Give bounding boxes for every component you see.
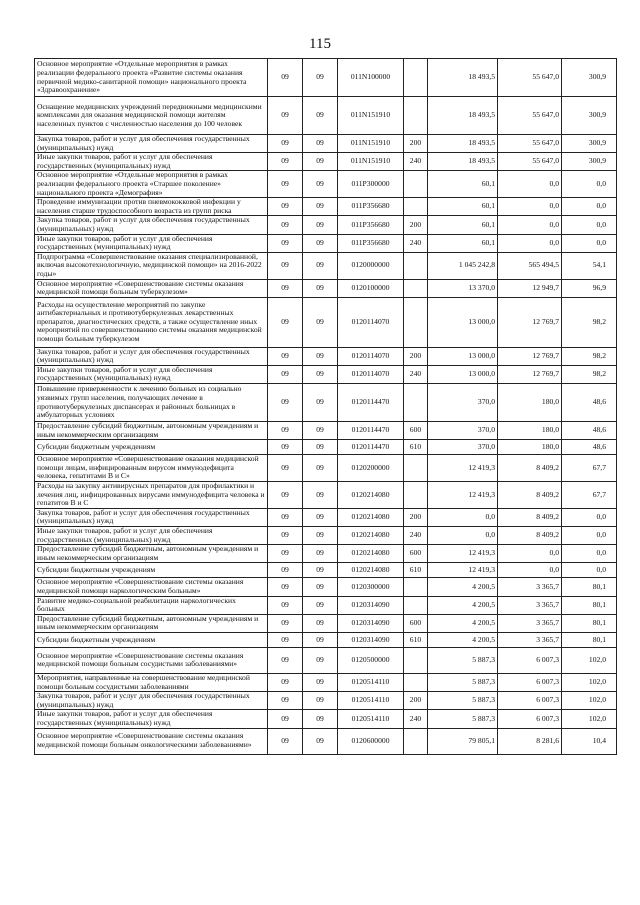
subsection-code-cell: 09	[303, 440, 338, 455]
subsection-code-cell: 09	[303, 545, 338, 563]
actual-amount-cell: 0,0	[498, 171, 562, 198]
table-row	[35, 59, 617, 97]
actual-amount-cell: 8 409,2	[498, 508, 562, 526]
section-code-cell: 09	[268, 171, 303, 198]
planned-amount-cell: 370,0	[428, 384, 498, 422]
section-code-cell: 09	[268, 563, 303, 578]
target-article-cell: 011P356680	[338, 198, 404, 216]
expense-type-cell	[404, 455, 428, 482]
table-row	[35, 347, 617, 365]
planned-amount-cell: 13 000,0	[428, 365, 498, 383]
item-name-cell: Повышение приверженности к лечению больных из социально уязвимых групп населения, получающих лечение в противотуберкулезных диспансерах и районных больницах в амбулаторных условиях	[35, 384, 268, 422]
target-article-cell: 0120600000	[338, 728, 404, 754]
table-row	[35, 234, 617, 252]
planned-amount-cell: 13 000,0	[428, 297, 498, 347]
subsection-code-cell: 09	[303, 384, 338, 422]
actual-amount-cell: 180,0	[498, 422, 562, 440]
table-row	[35, 97, 617, 135]
target-article-cell: 011N151910	[338, 135, 404, 153]
subsection-code-cell: 09	[303, 234, 338, 252]
actual-amount-cell: 0,0	[498, 234, 562, 252]
expense-type-cell	[404, 59, 428, 97]
subsection-code-cell: 09	[303, 728, 338, 754]
target-article-cell: 011N151910	[338, 97, 404, 135]
item-name-cell: Закупка товаров, работ и услуг для обеспечения государственных (муниципальных) нужд	[35, 135, 268, 153]
expense-type-cell	[404, 596, 428, 614]
planned-amount-cell: 5 887,3	[428, 710, 498, 728]
section-code-cell: 09	[268, 279, 303, 297]
planned-amount-cell: 370,0	[428, 440, 498, 455]
target-article-cell: 011N151910	[338, 153, 404, 171]
subsection-code-cell: 09	[303, 563, 338, 578]
expense-type-cell: 200	[404, 347, 428, 365]
expense-type-cell	[404, 297, 428, 347]
planned-amount-cell: 18 493,5	[428, 59, 498, 97]
section-code-cell: 09	[268, 365, 303, 383]
planned-amount-cell: 12 419,3	[428, 545, 498, 563]
target-article-cell: 0120214080	[338, 508, 404, 526]
target-article-cell: 0120214080	[338, 527, 404, 545]
actual-amount-cell: 8 409,2	[498, 455, 562, 482]
section-code-cell: 09	[268, 647, 303, 673]
target-article-cell: 0120514110	[338, 710, 404, 728]
execution-percent-cell: 98,2	[562, 365, 617, 383]
execution-percent-cell: 67,7	[562, 482, 617, 509]
planned-amount-cell: 4 200,5	[428, 632, 498, 647]
section-code-cell: 09	[268, 710, 303, 728]
planned-amount-cell: 60,1	[428, 198, 498, 216]
table-row	[35, 545, 617, 563]
expense-type-cell	[404, 252, 428, 279]
table-row	[35, 440, 617, 455]
section-code-cell: 09	[268, 297, 303, 347]
actual-amount-cell: 0,0	[498, 545, 562, 563]
section-code-cell: 09	[268, 97, 303, 135]
subsection-code-cell: 09	[303, 198, 338, 216]
subsection-code-cell: 09	[303, 614, 338, 632]
item-name-cell: Подпрограмма «Совершенствование оказания специализированной, включая высокотехнологичную, медицинской помощи» на 2016-2022 годы»	[35, 252, 268, 279]
actual-amount-cell: 0,0	[498, 198, 562, 216]
execution-percent-cell: 48,6	[562, 440, 617, 455]
table-row	[35, 710, 617, 728]
subsection-code-cell: 09	[303, 347, 338, 365]
table-row	[35, 171, 617, 198]
execution-percent-cell: 300,9	[562, 97, 617, 135]
planned-amount-cell: 18 493,5	[428, 135, 498, 153]
execution-percent-cell: 80,1	[562, 596, 617, 614]
target-article-cell: 0120100000	[338, 279, 404, 297]
execution-percent-cell: 0,0	[562, 198, 617, 216]
section-code-cell: 09	[268, 482, 303, 509]
target-article-cell: 0120214080	[338, 563, 404, 578]
planned-amount-cell: 4 200,5	[428, 614, 498, 632]
section-code-cell: 09	[268, 216, 303, 234]
target-article-cell: 0120114470	[338, 384, 404, 422]
item-name-cell: Основное мероприятие «Совершенствование системы оказания медицинской помощи больным сосудистыми заболеваниями»	[35, 647, 268, 673]
expense-type-cell: 200	[404, 692, 428, 710]
item-name-cell: Предоставление субсидий бюджетным, автономным учреждениям и иным некоммерческим организациям	[35, 545, 268, 563]
item-name-cell: Основное мероприятие «Совершенствование системы оказания медицинской помощи наркологическим больным»	[35, 578, 268, 596]
execution-percent-cell: 10,4	[562, 728, 617, 754]
execution-percent-cell: 0,0	[562, 234, 617, 252]
section-code-cell: 09	[268, 578, 303, 596]
expense-type-cell	[404, 198, 428, 216]
subsection-code-cell: 09	[303, 297, 338, 347]
target-article-cell: 0120000000	[338, 252, 404, 279]
actual-amount-cell: 55 647,0	[498, 97, 562, 135]
planned-amount-cell: 79 805,1	[428, 728, 498, 754]
expense-type-cell	[404, 97, 428, 135]
expense-type-cell: 240	[404, 710, 428, 728]
planned-amount-cell: 13 000,0	[428, 347, 498, 365]
actual-amount-cell: 12 769,7	[498, 297, 562, 347]
item-name-cell: Расходы на осуществление мероприятий по закупке антибактериальных и противотуберкулезных лекарственных препаратов, диагностических средств, а также осуществление иных мероприятий по совершенствованию системы оказания медицинской помощи больным туберкулезом	[35, 297, 268, 347]
table-row	[35, 482, 617, 509]
execution-percent-cell: 102,0	[562, 673, 617, 691]
section-code-cell: 09	[268, 153, 303, 171]
subsection-code-cell: 09	[303, 279, 338, 297]
subsection-code-cell: 09	[303, 596, 338, 614]
expense-type-cell: 610	[404, 440, 428, 455]
planned-amount-cell: 5 887,3	[428, 673, 498, 691]
table-row	[35, 647, 617, 673]
actual-amount-cell: 8 409,2	[498, 527, 562, 545]
item-name-cell: Основное мероприятие «Отдельные мероприятия в рамках реализации федерального проекта «Развитие системы оказания первичной медико-санитарной помощи» национального проекта «Здравоохранение»	[35, 59, 268, 97]
target-article-cell: 0120114070	[338, 297, 404, 347]
target-article-cell: 0120114070	[338, 347, 404, 365]
actual-amount-cell: 12 769,7	[498, 347, 562, 365]
table-row	[35, 279, 617, 297]
subsection-code-cell: 09	[303, 647, 338, 673]
table-row	[35, 135, 617, 153]
table-row	[35, 384, 617, 422]
table-row	[35, 596, 617, 614]
actual-amount-cell: 0,0	[498, 563, 562, 578]
item-name-cell: Расходы на закупку антивирусных препаратов для профилактики и лечения лиц, инфицированных вирусами иммунодефицита человека и гепатитов B и C	[35, 482, 268, 509]
planned-amount-cell: 0,0	[428, 527, 498, 545]
expense-type-cell: 200	[404, 508, 428, 526]
execution-percent-cell: 67,7	[562, 455, 617, 482]
target-article-cell: 0120214080	[338, 482, 404, 509]
target-article-cell: 0120314090	[338, 596, 404, 614]
section-code-cell: 09	[268, 198, 303, 216]
actual-amount-cell: 8 409,2	[498, 482, 562, 509]
execution-percent-cell: 0,0	[562, 508, 617, 526]
target-article-cell: 0120114470	[338, 440, 404, 455]
actual-amount-cell: 6 007,3	[498, 647, 562, 673]
expense-type-cell: 610	[404, 563, 428, 578]
target-article-cell: 0120314090	[338, 632, 404, 647]
item-name-cell: Закупка товаров, работ и услуг для обеспечения государственных (муниципальных) нужд	[35, 347, 268, 365]
actual-amount-cell: 3 365,7	[498, 578, 562, 596]
execution-percent-cell: 98,2	[562, 297, 617, 347]
target-article-cell: 011P356680	[338, 216, 404, 234]
target-article-cell: 011P356680	[338, 234, 404, 252]
section-code-cell: 09	[268, 632, 303, 647]
execution-percent-cell: 300,9	[562, 59, 617, 97]
item-name-cell: Закупка товаров, работ и услуг для обеспечения государственных (муниципальных) нужд	[35, 692, 268, 710]
execution-percent-cell: 80,1	[562, 614, 617, 632]
table-row	[35, 365, 617, 383]
execution-percent-cell: 96,9	[562, 279, 617, 297]
subsection-code-cell: 09	[303, 673, 338, 691]
item-name-cell: Иные закупки товаров, работ и услуг для обеспечения государственных (муниципальных) нужд	[35, 365, 268, 383]
actual-amount-cell: 180,0	[498, 440, 562, 455]
subsection-code-cell: 09	[303, 97, 338, 135]
section-code-cell: 09	[268, 692, 303, 710]
execution-percent-cell: 0,0	[562, 527, 617, 545]
subsection-code-cell: 09	[303, 135, 338, 153]
target-article-cell: 0120214080	[338, 545, 404, 563]
expense-type-cell: 240	[404, 365, 428, 383]
section-code-cell: 09	[268, 596, 303, 614]
table-row	[35, 563, 617, 578]
target-article-cell: 0120514110	[338, 673, 404, 691]
actual-amount-cell: 55 647,0	[498, 59, 562, 97]
subsection-code-cell: 09	[303, 59, 338, 97]
expense-type-cell	[404, 171, 428, 198]
actual-amount-cell: 180,0	[498, 384, 562, 422]
section-code-cell: 09	[268, 614, 303, 632]
subsection-code-cell: 09	[303, 252, 338, 279]
execution-percent-cell: 300,9	[562, 153, 617, 171]
section-code-cell: 09	[268, 508, 303, 526]
section-code-cell: 09	[268, 384, 303, 422]
table-row	[35, 632, 617, 647]
expense-type-cell	[404, 384, 428, 422]
actual-amount-cell: 3 365,7	[498, 632, 562, 647]
planned-amount-cell: 0,0	[428, 508, 498, 526]
subsection-code-cell: 09	[303, 508, 338, 526]
target-article-cell: 0120500000	[338, 647, 404, 673]
subsection-code-cell: 09	[303, 482, 338, 509]
table-row	[35, 527, 617, 545]
section-code-cell: 09	[268, 527, 303, 545]
planned-amount-cell: 13 370,0	[428, 279, 498, 297]
expense-type-cell: 240	[404, 153, 428, 171]
subsection-code-cell: 09	[303, 153, 338, 171]
table-row	[35, 216, 617, 234]
item-name-cell: Оснащение медицинских учреждений передвижными медицинскими комплексами для оказания медицинской помощи жителям населенных пунктов с численностью населения до 100 человек	[35, 97, 268, 135]
expense-type-cell	[404, 482, 428, 509]
actual-amount-cell: 565 494,5	[498, 252, 562, 279]
planned-amount-cell: 12 419,3	[428, 563, 498, 578]
expense-type-cell: 600	[404, 422, 428, 440]
execution-percent-cell: 102,0	[562, 647, 617, 673]
target-article-cell: 0120200000	[338, 455, 404, 482]
target-article-cell: 0120300000	[338, 578, 404, 596]
execution-percent-cell: 80,1	[562, 632, 617, 647]
expense-type-cell	[404, 578, 428, 596]
item-name-cell: Основное мероприятие «Отдельные мероприятия в рамках реализации федерального проекта «Старшее поколение» национального проекта «Демография»	[35, 171, 268, 198]
item-name-cell: Субсидии бюджетным учреждениям	[35, 563, 268, 578]
planned-amount-cell: 5 887,3	[428, 647, 498, 673]
subsection-code-cell: 09	[303, 578, 338, 596]
execution-percent-cell: 80,1	[562, 578, 617, 596]
planned-amount-cell: 60,1	[428, 216, 498, 234]
table-row	[35, 198, 617, 216]
execution-percent-cell: 0,0	[562, 545, 617, 563]
planned-amount-cell: 12 419,3	[428, 482, 498, 509]
planned-amount-cell: 18 493,5	[428, 153, 498, 171]
item-name-cell: Предоставление субсидий бюджетным, автономным учреждениям и иным некоммерческим организациям	[35, 422, 268, 440]
planned-amount-cell: 18 493,5	[428, 97, 498, 135]
table-row	[35, 673, 617, 691]
actual-amount-cell: 12 769,7	[498, 365, 562, 383]
item-name-cell: Иные закупки товаров, работ и услуг для обеспечения государственных (муниципальных) нужд	[35, 234, 268, 252]
section-code-cell: 09	[268, 135, 303, 153]
planned-amount-cell: 60,1	[428, 234, 498, 252]
subsection-code-cell: 09	[303, 527, 338, 545]
item-name-cell: Развитие медико-социальной реабилитации наркологических больных	[35, 596, 268, 614]
table-body	[35, 59, 617, 755]
execution-percent-cell: 98,2	[562, 347, 617, 365]
actual-amount-cell: 8 281,6	[498, 728, 562, 754]
subsection-code-cell: 09	[303, 692, 338, 710]
table-row	[35, 692, 617, 710]
section-code-cell: 09	[268, 422, 303, 440]
actual-amount-cell: 6 007,3	[498, 692, 562, 710]
subsection-code-cell: 09	[303, 216, 338, 234]
budget-table	[34, 58, 617, 755]
item-name-cell: Проведение иммунизации против пневмококковой инфекции у населения старше трудоспособного возраста из групп риска	[35, 198, 268, 216]
planned-amount-cell: 5 887,3	[428, 692, 498, 710]
planned-amount-cell: 12 419,3	[428, 455, 498, 482]
section-code-cell: 09	[268, 252, 303, 279]
execution-percent-cell: 48,6	[562, 384, 617, 422]
execution-percent-cell: 48,6	[562, 422, 617, 440]
execution-percent-cell: 0,0	[562, 563, 617, 578]
planned-amount-cell: 370,0	[428, 422, 498, 440]
subsection-code-cell: 09	[303, 710, 338, 728]
section-code-cell: 09	[268, 234, 303, 252]
item-name-cell: Закупка товаров, работ и услуг для обеспечения государственных (муниципальных) нужд	[35, 508, 268, 526]
item-name-cell: Субсидии бюджетным учреждениям	[35, 440, 268, 455]
actual-amount-cell: 3 365,7	[498, 596, 562, 614]
table-row	[35, 153, 617, 171]
target-article-cell: 011N100000	[338, 59, 404, 97]
execution-percent-cell: 300,9	[562, 135, 617, 153]
item-name-cell: Основное мероприятие «Совершенствование оказания медицинской помощи лицам, инфицированным вирусом иммунодефицита человека, гепатитами B и C»	[35, 455, 268, 482]
expense-type-cell	[404, 647, 428, 673]
actual-amount-cell: 6 007,3	[498, 673, 562, 691]
expense-type-cell: 600	[404, 614, 428, 632]
actual-amount-cell: 6 007,3	[498, 710, 562, 728]
table-row	[35, 422, 617, 440]
planned-amount-cell: 60,1	[428, 171, 498, 198]
expense-type-cell: 610	[404, 632, 428, 647]
section-code-cell: 09	[268, 440, 303, 455]
table-row	[35, 252, 617, 279]
section-code-cell: 09	[268, 673, 303, 691]
execution-percent-cell: 102,0	[562, 692, 617, 710]
subsection-code-cell: 09	[303, 171, 338, 198]
item-name-cell: Иные закупки товаров, работ и услуг для обеспечения государственных (муниципальных) нужд	[35, 710, 268, 728]
section-code-cell: 09	[268, 59, 303, 97]
item-name-cell: Предоставление субсидий бюджетным, автономным учреждениям и иным некоммерческим организациям	[35, 614, 268, 632]
expense-type-cell: 240	[404, 234, 428, 252]
section-code-cell: 09	[268, 455, 303, 482]
item-name-cell: Основное мероприятие «Совершенствование системы оказания медицинской помощи больным онкологическими заболеваниями»	[35, 728, 268, 754]
item-name-cell: Основное мероприятие «Совершенствование системы оказания медицинской помощи больным туберкулезом»	[35, 279, 268, 297]
section-code-cell: 09	[268, 728, 303, 754]
expense-type-cell: 200	[404, 216, 428, 234]
subsection-code-cell: 09	[303, 632, 338, 647]
execution-percent-cell: 0,0	[562, 216, 617, 234]
table-row	[35, 455, 617, 482]
expense-type-cell: 240	[404, 527, 428, 545]
table-row	[35, 614, 617, 632]
actual-amount-cell: 55 647,0	[498, 153, 562, 171]
actual-amount-cell: 3 365,7	[498, 614, 562, 632]
expense-type-cell	[404, 728, 428, 754]
execution-percent-cell: 102,0	[562, 710, 617, 728]
expense-type-cell	[404, 279, 428, 297]
table-row	[35, 297, 617, 347]
target-article-cell: 0120114470	[338, 422, 404, 440]
actual-amount-cell: 12 949,7	[498, 279, 562, 297]
page-number: 115	[309, 36, 331, 52]
target-article-cell: 0120514110	[338, 692, 404, 710]
item-name-cell: Иные закупки товаров, работ и услуг для обеспечения государственных (муниципальных) нужд	[35, 527, 268, 545]
expense-type-cell: 200	[404, 135, 428, 153]
planned-amount-cell: 1 045 242,8	[428, 252, 498, 279]
table-row	[35, 578, 617, 596]
item-name-cell: Закупка товаров, работ и услуг для обеспечения государственных (муниципальных) нужд	[35, 216, 268, 234]
expense-type-cell	[404, 673, 428, 691]
subsection-code-cell: 09	[303, 365, 338, 383]
item-name-cell: Иные закупки товаров, работ и услуг для обеспечения государственных (муниципальных) нужд	[35, 153, 268, 171]
table-row	[35, 508, 617, 526]
expense-type-cell: 600	[404, 545, 428, 563]
section-code-cell: 09	[268, 347, 303, 365]
actual-amount-cell: 0,0	[498, 216, 562, 234]
table-row	[35, 728, 617, 754]
item-name-cell: Мероприятия, направленные на совершенствование медицинской помощи больным сосудистыми заболеваниями	[35, 673, 268, 691]
target-article-cell: 0120314090	[338, 614, 404, 632]
subsection-code-cell: 09	[303, 422, 338, 440]
actual-amount-cell: 55 647,0	[498, 135, 562, 153]
item-name-cell: Субсидии бюджетным учреждениям	[35, 632, 268, 647]
subsection-code-cell: 09	[303, 455, 338, 482]
planned-amount-cell: 4 200,5	[428, 578, 498, 596]
planned-amount-cell: 4 200,5	[428, 596, 498, 614]
execution-percent-cell: 0,0	[562, 171, 617, 198]
target-article-cell: 0120114070	[338, 365, 404, 383]
execution-percent-cell: 54,1	[562, 252, 617, 279]
target-article-cell: 011P300000	[338, 171, 404, 198]
section-code-cell: 09	[268, 545, 303, 563]
